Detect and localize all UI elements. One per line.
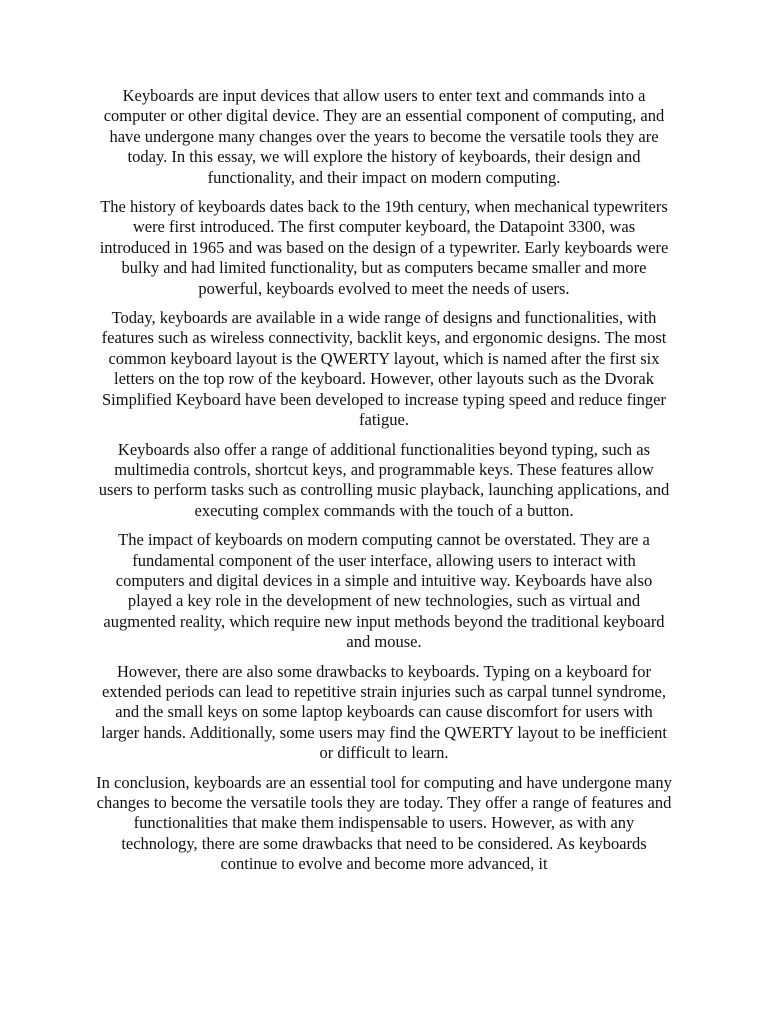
paragraph-history: The history of keyboards dates back to the 19th century, when mechanical typewriters were first introduced. The first computer keyboard, the Datapoint 3300, was introduced in 1965 and was based on the design of a typewriter. Early keyboards were bulky and had limited functionality, but as computers became smaller and more powerful, keyboards evolved to meet the needs of users. (99, 197, 669, 298)
paragraph-intro: Keyboards are input devices that allow users to enter text and commands into a computer or other digital device. They are an essential component of computing, and have undergone many changes over the years to become the versatile tools they are today. In this essay, we will explore the history of keyboards, their design and functionality, and their impact on modern computing. (103, 86, 665, 187)
paragraph-drawbacks: However, there are also some drawbacks to keyboards. Typing on a keyboard for extended periods can lead to repetitive strain injuries such as carpal tunnel syndrome, and the small keys on some laptop keyboards can cause discomfort for users with larger hands. Additionally, some users may find the QWERTY layout to be inefficient or difficult to learn. (101, 661, 667, 763)
paragraph-impact: The impact of keyboards on modern computing cannot be overstated. They are a fundamental component of the user interface, allowing users to interact with computers and digital devices in a simple and intuitive way. Keyboards have also played a key role in the development of new technologies, such as virtual and augmented reality, which require new input methods beyond the traditional keyboard and mouse. (103, 530, 665, 652)
document-page (96, 86, 672, 884)
paragraph-functionalities: Keyboards also offer a range of additional functionalities beyond typing, such as multimedia controls, shortcut keys, and programmable keys. These features allow users to perform tasks such as controlling music playback, launching applications, and executing complex commands with the touch of a button. (98, 439, 670, 520)
paragraph-conclusion: In conclusion, keyboards are an essential tool for computing and have undergone many changes to become the versatile tools they are today. They offer a range of features and functionalities that make them indispensable to users. However, as with any technology, there are some drawbacks that need to be considered. As keyboards continue to evolve and become more advanced, it (96, 772, 672, 874)
paragraph-designs: Today, keyboards are available in a wide range of designs and functionalities, with features such as wireless connectivity, backlit keys, and ergonomic designs. The most common keyboard layout is the QWERTY layout, which is named after the first six letters on the top row of the keyboard. However, other layouts such as the Dvorak Simplified Keyboard have been developed to increase typing speed and reduce finger fatigue. (101, 308, 667, 430)
